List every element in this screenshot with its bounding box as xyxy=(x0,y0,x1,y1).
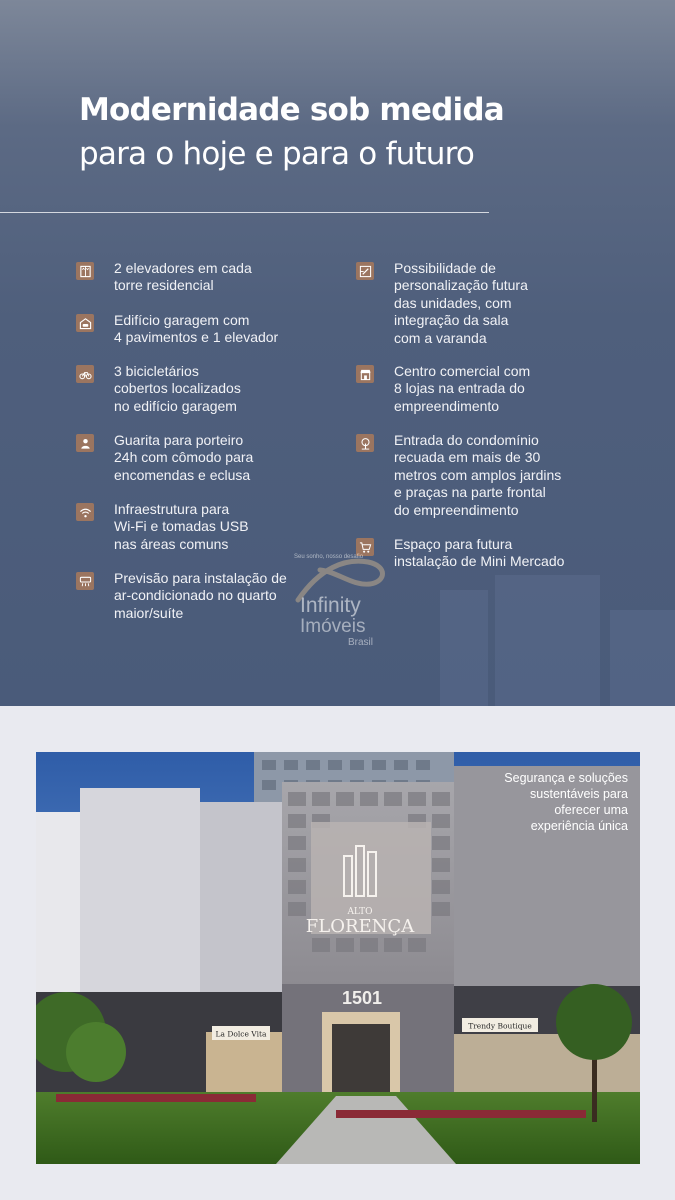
feature-text: Previsão para instalação de ar-condicionado no quarto maior/suíte xyxy=(114,570,287,621)
feature-item-entrance-gardens xyxy=(356,432,561,519)
decorative-skyline xyxy=(610,610,675,706)
shop-window-left xyxy=(206,1029,282,1092)
feature-text: Espaço para futura instalação de Mini Mercado xyxy=(394,536,565,570)
feature-item-bike-racks xyxy=(76,363,241,415)
air-conditioner-icon xyxy=(76,572,94,590)
tree-left-2 xyxy=(66,1022,126,1082)
feature-text: Centro comercial com 8 lojas na entrada do empreendimento xyxy=(394,363,531,414)
tree-trunk-right xyxy=(592,1052,597,1122)
floorplan-edit-icon xyxy=(356,262,374,280)
feature-text: 2 elevadores em cada torre residencial xyxy=(114,260,252,294)
flower-bed-right xyxy=(336,1110,586,1118)
building-block-mid xyxy=(200,802,282,998)
tree-right xyxy=(556,984,632,1060)
bicycle-icon xyxy=(76,365,94,383)
garage-icon xyxy=(76,314,94,332)
wifi-icon xyxy=(76,503,94,521)
watermark-brand: Infinity xyxy=(300,594,361,617)
building-rendering xyxy=(36,752,640,1164)
feature-item-garage xyxy=(76,312,278,347)
elevator-icon xyxy=(76,262,94,280)
feature-text: Infraestrutura para Wi-Fi e tomadas USB nas áreas comuns xyxy=(114,501,249,552)
decorative-skyline xyxy=(440,590,488,706)
feature-item-commercial-center xyxy=(356,363,530,415)
watermark-brand-sub: Imóveis xyxy=(300,616,366,637)
feature-text: Guarita para porteiro 24h com cômodo para encomendas e eclusa xyxy=(114,432,254,483)
watermark-tagline: Seu sonho, nosso desafio xyxy=(294,554,364,560)
feature-text: Entrada do condomínio recuada em mais de 30 metros com amplos jardins e praças na parte frontal do empreendimento xyxy=(394,432,562,518)
shop-name-left: La Dolce Vita xyxy=(215,1029,267,1039)
flower-bed-left xyxy=(56,1094,256,1102)
storefront-icon xyxy=(356,365,374,383)
feature-text: Edifício garagem com 4 pavimentos e 1 elevador xyxy=(114,312,279,346)
feature-item-guardhouse xyxy=(76,432,253,484)
street-number: 1501 xyxy=(341,988,383,1008)
doorman-icon xyxy=(76,434,94,452)
building-name-top: ALTO xyxy=(347,907,373,917)
title-divider xyxy=(0,212,489,213)
entrance-door xyxy=(332,1024,390,1096)
watermark-logo xyxy=(290,548,400,648)
building-block-far-left xyxy=(36,812,84,997)
page-subtitle: para o hoje e para o futuro xyxy=(79,136,475,172)
building-block-left xyxy=(80,788,200,998)
feature-item-wifi xyxy=(76,501,249,553)
feature-item-air-conditioning xyxy=(76,570,287,622)
feature-item-elevators xyxy=(76,260,252,295)
feature-text: 3 bicicletários cobertos localizados no edifício garagem xyxy=(114,363,241,414)
watermark-country: Brasil xyxy=(348,637,374,648)
feature-item-customization xyxy=(356,260,528,347)
decorative-skyline xyxy=(495,575,600,706)
tree-icon xyxy=(356,434,374,452)
photo-caption: Segurança e soluções sustentáveis para oferecer uma experiência única xyxy=(504,771,628,833)
shop-name-right: Trendy Boutique xyxy=(468,1021,532,1031)
page-title: Modernidade sob medida xyxy=(79,92,504,128)
building-name: FLORENÇA xyxy=(305,916,415,937)
feature-text: Possibilidade de personalização futura das unidades, com integração da sala com a varanda xyxy=(394,260,528,346)
